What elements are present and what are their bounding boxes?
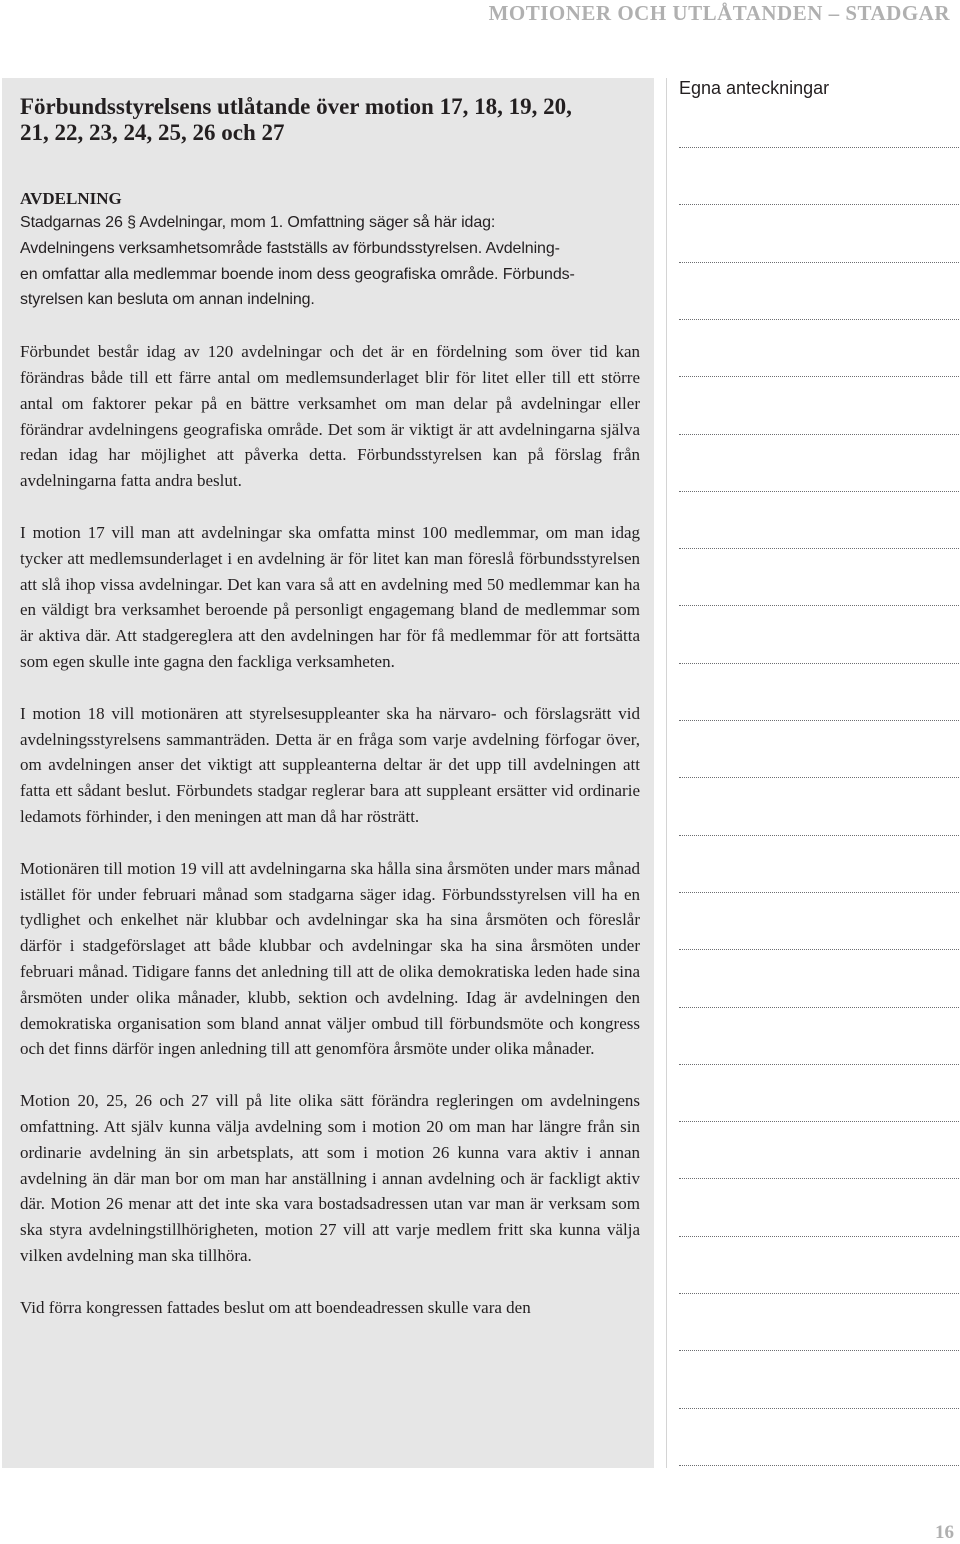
intro-line: Avdelningens verksamhetsområde fastställs av förbundsstyrelsen. Avdelning-: [20, 239, 560, 257]
page-title: [20, 94, 640, 146]
note-line: [679, 1465, 959, 1466]
note-line: [679, 720, 959, 721]
note-line: [679, 548, 959, 549]
note-line: [679, 663, 959, 664]
intro-line: styrelsen kan besluta om annan indelning.: [20, 291, 315, 309]
note-line: [679, 1350, 959, 1351]
note-line: [679, 1007, 959, 1008]
note-line: [679, 491, 959, 492]
notes-title: Egna anteckningar: [679, 78, 830, 98]
intro-line: Stadgarnas 26 § Avdelningar, mom 1. Omfattning säger så här idag:: [20, 214, 496, 231]
title-line-1: Förbundsstyrelsens utlåtande över motion 17, 18, 19, 20,: [20, 94, 572, 119]
note-line: [679, 1178, 959, 1179]
note-line: [679, 1236, 959, 1237]
note-line: [679, 1121, 959, 1122]
body-paragraph-2: I motion 17 vill man att avdelningar ska omfatta minst 100 medlemmar, om man idag tycker att medlemsunderlaget i en avdelning är för litet kan man föreslå förbundsstyrelsen att slå ihop vissa avdelningar. Det kan vara så att en avdelning med 50 medlemmar kan ha en väldigt bra verksamhet beroende på personligt engagemang bland de medlemmar som är aktiva där. Att stadgereglera att den avdelningen har för få medlemmar för att fortsätta som egen skulle inte gagna den fackliga verksamheten.: [20, 522, 640, 671]
body-paragraph-4: Motionären till motion 19 vill att avdelningarna ska hålla sina årsmöten under mars månad istället för under februari månad som stadgarna säger idag. Förbundsstyrelsen vill ha en tydlighet och enkelhet när klubbar och avdelningar ska ha sina årsmöten och föreslår därför i stadgeförslaget att både klubbar och avdelningar ska ha sina årsmöten under februari månad. Tidigare fanns det anledning till att de olika demokratiska leden hade sina årsmöten under olika månader, klubb, sektion och avdelning. Idag är avdelningen den demokratiska organisation som bland annat väljer ombud till förbundsmöte och kongress och det finns därför ingen anledning till att genomföra årsmöte under olika månader.: [20, 858, 640, 1059]
body-paragraph-1: Förbundet består idag av 120 avdelningar och det är en fördelning som över tid kan förändras både till ett färre antal om medlemsunderlaget blir för litet eller till ett större antal om faktorer pekar på en bättre verksamhet om man delar på avdelningar eller förändrar avdelningens geografiska område. Det som är viktigt är att avdelningarna själva redan idag har möjlighet att påverka detta. Förbundsstyrelsen kan på förslag från avdelningarna fatta andra beslut.: [20, 342, 640, 491]
running-header: MOTIONER OCH UTLÅTANDEN – STADGAR: [488, 1, 950, 25]
body-paragraph-6: Vid förra kongressen fattades beslut om att boendeadressen skulle vara den: [20, 1297, 531, 1317]
intro-paragraph: [20, 210, 640, 313]
intro-line: en omfattar alla medlemmar boende inom dess geografiska område. Förbunds-: [20, 265, 575, 283]
section-heading: AVDELNING: [20, 189, 122, 208]
document-body: [20, 94, 640, 1320]
page-number: 16: [935, 1522, 954, 1543]
note-line: [679, 605, 959, 606]
note-line: [679, 1408, 959, 1409]
note-line: [679, 376, 959, 377]
body-paragraph-3: I motion 18 vill motionären att styrelsesuppleanter ska ha närvaro- och förslagsrätt vid avdelningsstyrelsens sammanträden. Detta är en fråga som varje avdelning förfogar över, om avdelningen anser det viktigt att suppleanterna deltar är det upp till avdelningen att fatta ett sådant beslut. Förbundets stadgar reglerar bara att suppleant ersätter vid ordinarie ledamots förhinder, i den meningen att man då har rösträtt.: [20, 703, 640, 826]
note-line: [679, 262, 959, 263]
note-line: [679, 777, 959, 778]
note-line: [679, 892, 959, 893]
note-line: [679, 1293, 959, 1294]
note-line: [679, 434, 959, 435]
note-line: [679, 949, 959, 950]
note-line: [679, 319, 959, 320]
note-line: [679, 147, 959, 148]
note-line: [679, 1064, 959, 1065]
body-paragraph-5: Motion 20, 25, 26 och 27 vill på lite olika sätt förändra regleringen om avdelningens omfattning. Att själv kunna välja avdelning som i motion 20 om man har längre från sin ordinarie avdelning än sin arbetsplats, att som i motion 26 kunna vara aktiv i annan avdelning än där man bor om man har anställning i annan avdelning och är fackligt aktiv där. Motion 26 menar att det inte ska vara bostadsadressen utan var man är verksam som ska styra avdelningstillhörigheten, motion 27 vill att varje medlem fritt ska kunna välja vilken avdelning man ska tillhöra.: [20, 1091, 640, 1265]
note-line: [679, 204, 959, 205]
notes-sidebar: [666, 78, 960, 1468]
note-line: [679, 835, 959, 836]
title-line-2: 21, 22, 23, 24, 25, 26 och 27: [20, 120, 285, 145]
